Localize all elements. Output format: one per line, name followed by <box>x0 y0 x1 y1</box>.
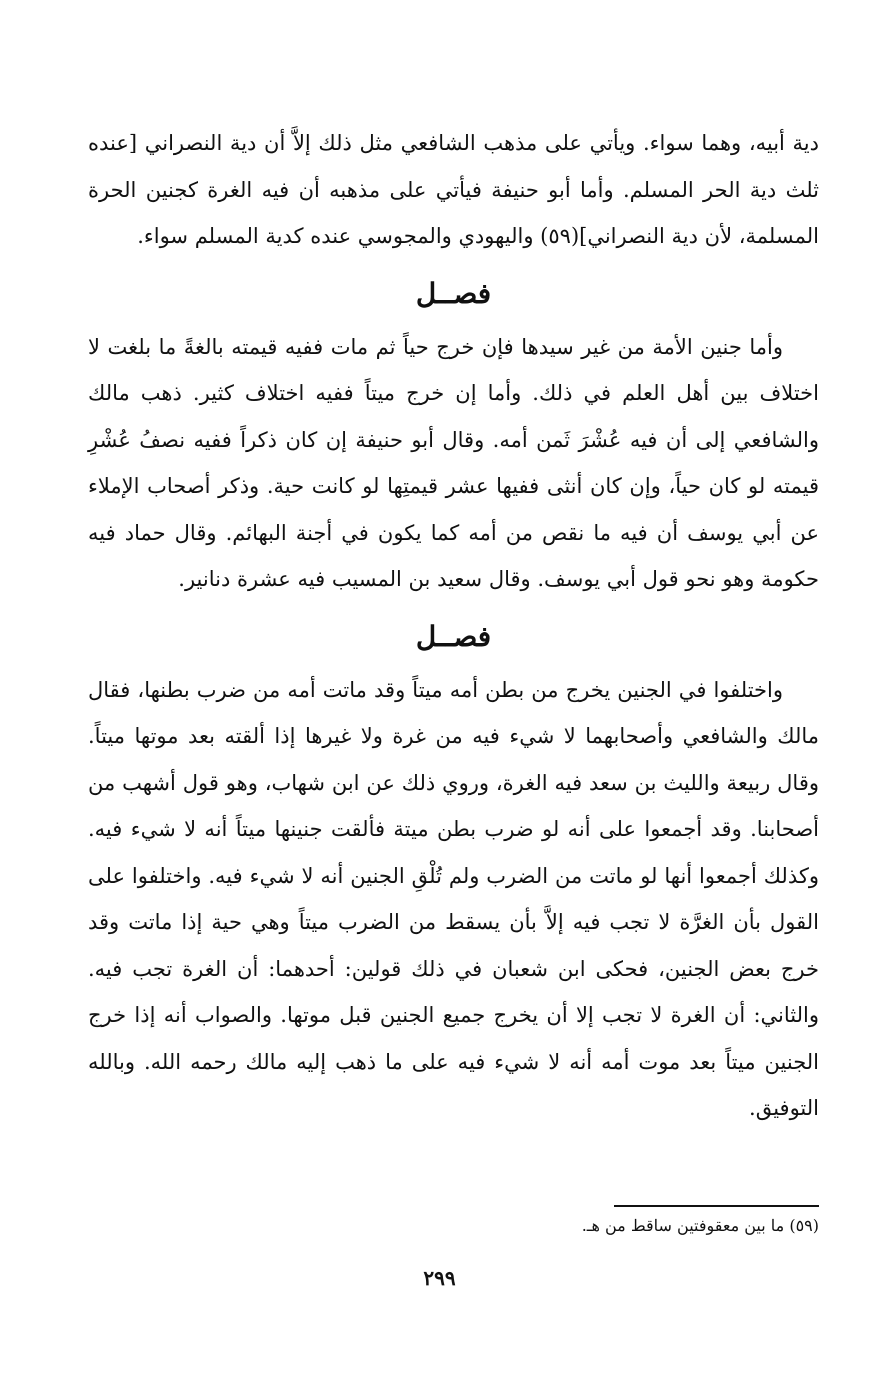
paragraph-2: وأما جنين الأمة من غير سيدها فإن خرج حياً ثم مات ففيه قيمته بالغةً ما بلغت لا اختلاف بين أهل العلم في ذلك. وأما إن خرج ميتاً ففيه اختلاف كثير. ذهب مالك والشافعي إلى أن فيه عُشْرَ ثَمن أمه. وقال أبو حنيفة إن كان ذكراً ففيه نصفُ عُشْرِ قيمته لو كان حياً، وإن كان أنثى ففيها عشر قيمتِها لو كانت حية. وذكر أصحاب الإملاء عن أبي يوسف أن فيه ما نقص من أمه كما يكون في أجنة البهائم. وقال حماد فيه حكومة وهو نحو قول أبي يوسف. وقال سعيد بن المسيب فيه عشرة دنانير. <box>88 334 819 591</box>
footnote-divider <box>614 1205 819 1207</box>
paragraph-3: واختلفوا في الجنين يخرج من بطن أمه ميتاً وقد ماتت أمه من ضرب بطنها، فقال مالك والشافعي وأصحابهما لا شيء فيه من غرة ولا غيرها إذا ألقته بعد موتها ميتاً. وقال ربيعة والليث بن سعد فيه الغرة، وروي ذلك عن ابن شهاب، وهو قول أشهب من أصحابنا. وقد أجمعوا على أنه لو ضرب بطن ميتة فألقت جنينها ميتاً أنه لا شيء فيه. وكذلك أجمعوا أنها لو ماتت من الضرب ولم تُلْقِ الجنين أنه لا شيء فيه. واختلفوا على القول بأن الغرَّة لا تجب فيه إلاَّ بأن يسقط من الضرب ميتاً وهي حية إذا ماتت وقد خرج بعض الجنين، فحكى ابن شعبان في ذلك قولين: أحدهما: أن الغرة تجب فيه. والثاني: أن الغرة لا تجب إلا أن يخرج جميع الجنين قبل موتها. والصواب أنه إذا خرج الجنين ميتاً بعد موت أمه أنه لا شيء فيه على ما ذهب إليه مالك رحمه الله. وبالله التوفيق. <box>88 677 819 1120</box>
page-body <box>88 120 819 1132</box>
section-heading-1: فصــل <box>415 276 492 310</box>
paragraph-1: دية أبيه، وهما سواء. ويأتي على مذهب الشافعي مثل ذلك إلاَّ أن دية النصراني [عنده ثلث دية الحر المسلم. وأما أبو حنيفة فيأتي على مذهبه أن فيه الغرة كجنين الحرة المسلمة، لأن دية النصراني](٥٩) واليهودي والمجوسي عنده كدية المسلم سواء. <box>88 131 819 248</box>
section-heading-2: فصــل <box>415 619 492 653</box>
page-number: ٢٩٩ <box>423 1266 456 1290</box>
footnote: (٥٩) ما بين معقوفتين ساقط من هـ. <box>581 1216 819 1235</box>
